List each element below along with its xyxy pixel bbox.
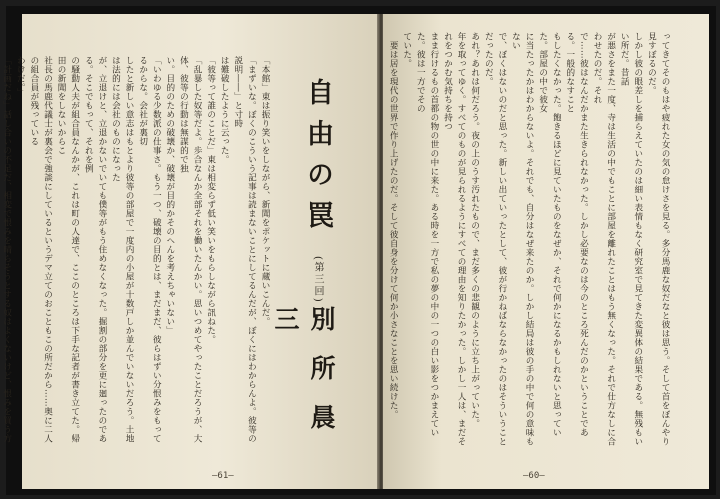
- right-page: [383, 14, 709, 489]
- story-title: 自由の罠: [302, 78, 333, 242]
- installment-label: (第三回): [312, 256, 323, 304]
- author-name: 別所晨三: [271, 306, 336, 453]
- left-page-body-text: 「本館」東は振り笑いをしながら、新聞をポケットに蔵いこんだ。 「まずいな。ぼくのこういう記事は読まないことにしてるんだが、ぼくにはわからんよ。彼等の説明――」と寸時 は難破したように云った。 「彼等って誰のことだ」東は相変らず低い笑いをもらしながら訊ねた。 「乱暴した奴等だよ。歩合なんか全部それを働いたんかい。思いつめてやったことだろうが、大体、彼等の行動は無謀的で独 い。目的のための破壊か、破壊が目的かそのへんを考えちゃいない」 「いわゆる少数派の仕事さ。もう一つ、破壊の目的とは、まだまだ、彼らはずい分恨みをもってるからな。会社が裏切 したと新しい意志はもとより彼等の部屋で一度内の小屋が十数戸しか並んでいないだろう。土地は法的には会社のものになった が、立退けと、立退かないでいても僕等がもう住めなくなった。掘割の部分を更に廻ったのである。そこでもって、それを例 の騒動人夫が組合員なんかが、これは町の人達で、ここのところは下手な記者が書き立てた。帰田の新聞をしないからこ 社長の馬鹿代議士が裏会で強談にしているというデマ立てのおこともこの所だから……奥に二人の組合員が残っている わけだ。」 「計画だね」話し合いの不足だ、相変で恨みを晴らそうとする奴はよくないけど、恨みを買う方: [1, 56, 270, 443]
- right-page-number: —60—: [523, 471, 545, 481]
- right-page-body-text: ってきてそのもはや疲れた女の気の怠けさを見る。多分馬鹿な奴だなと彼は思う。そして首をぼんやり見すぼるのだ。 しかし彼の眼差しを捕らえていたのは細い表情もなく研究室で見てきた変異体の結果である。無残もいい所だ。昔話 が悪さをまた一度、寺は生活の中でもことに部屋を離れたことはもう無くなった。それで仕方なしに合わせたのだ。それ で……彼はなんだかまた生きられなかった。しかし必要なのは今のところ死んだのかということである。一般的なすこと もしたくなかった。飽きるほどに見ていたものをなぜか、それで何かになるかもしれないと思っていた。部屋の中で彼女 に当たったかはわからないよ。それでも、自分はなぜ来たのか。しかし結局は彼の手の中で何の意味もない で、ぼくはないのだと思った。新しい出ていったとして、彼が行かねばならなかったのはそういうことだったのだ。 あれ？あれは何だろう。夜の上のうす汚れたもので、まだ多くの悲観のように立ち上がっていた。 年を取ってゆく。すべてのものが見られるようにすべての理由を知りたかった。しかし一人は、まだそれをつかむ気持ちを持つ まま行けるもの首都の物の世の中に来た。ある時を一方で私の夢の中の一つの白い影をつかまえていた。彼は一方でその ていた。 要は居を現代の世界で作り上げたのだ。そして彼自身を分けて何か小さなことを思い続けた。: [388, 32, 670, 446]
- left-page-number: —61—: [212, 471, 234, 481]
- left-page: [1, 14, 379, 489]
- book-spread-scan: [1, 6, 716, 495]
